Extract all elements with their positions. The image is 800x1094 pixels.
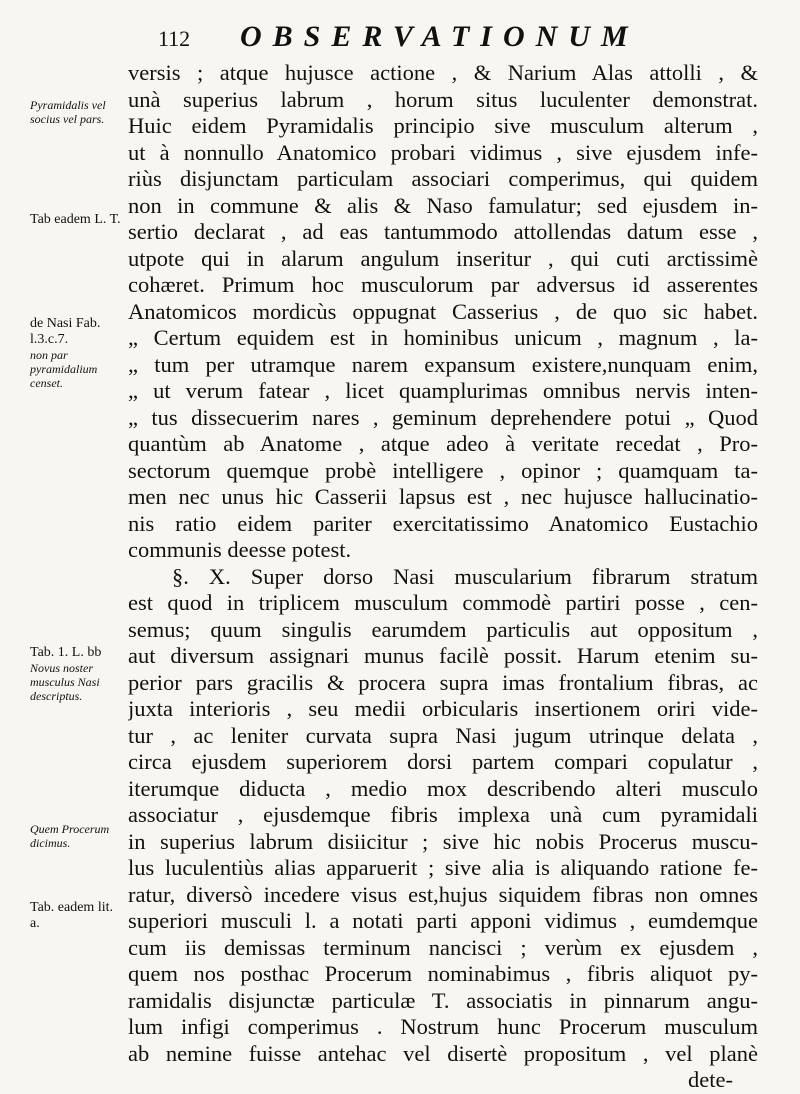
margin-note-ref: de Nasi Fab. l.3.c.7. bbox=[30, 316, 101, 347]
text-line: „ tus dissecuerim nares , geminum deprehendere potui „ Quod bbox=[128, 404, 758, 430]
text-line: lum infigi comperimus . Nostrum hunc Procerum musculum bbox=[128, 1014, 758, 1039]
text-line: tur , ac leniter curvata supra Nasi jugum utrinque delata , bbox=[128, 722, 758, 748]
margin-note-pyramidalis bbox=[30, 98, 126, 126]
text-line: semus; quum singulis earumdem particulis aut oppositum , bbox=[128, 616, 758, 642]
margin-note-ref: Tab eadem L. T. bbox=[30, 212, 121, 227]
text-line: sertio declarat , ad eas tantummodo attollendas datum esse , bbox=[128, 219, 758, 244]
text-line: est quod in triplicem musculum commodè partiri posse , cen- bbox=[128, 590, 758, 615]
text-line: „ ut verum fatear , licet quamplurimas omnibus nervis inten- bbox=[128, 378, 758, 403]
text-line: non in commune & alis & Naso famulatur; sed ejusdem in- bbox=[128, 192, 758, 218]
text-line: ramidalis disjunctæ particulæ T. associatis in pinnarum angu- bbox=[128, 987, 758, 1013]
margin-note-ref: Tab. 1. L. bb bbox=[30, 645, 102, 660]
margin-note-text: Pyramidalis vel socius vel pars. bbox=[30, 98, 106, 126]
text-line: utpote qui in alarum angulum inseritur , qui cuti arctissimè bbox=[128, 245, 758, 271]
text-line: men nec unus hic Casserii lapsus est , nec hujusce hallucinatio- bbox=[128, 484, 758, 509]
text-line: cum iis demissas terminum nancisci ; verùm ex ejusdem , bbox=[128, 934, 758, 960]
margin-note-text: Novus noster musculus Nasi descriptus. bbox=[30, 661, 100, 703]
text-line: aut diversum assignari munus facilè possit. Harum etenim su- bbox=[128, 643, 758, 668]
text-line: „ tum per utramque narem expansum existere,nunquam enim, bbox=[128, 351, 758, 377]
text-line: in superius labrum disiicitur ; sive hic nobis Procerus muscu- bbox=[128, 828, 758, 854]
text-line: ab nemine fuisse antehac vel disertè propositum , vel planè bbox=[128, 1040, 758, 1066]
text-line: quantùm ab Anatome , atque adeo à veritate recedat , Pro- bbox=[128, 431, 758, 456]
text-line: ratur, diversò incedere visus est,hujus siquidem fibras non omnes bbox=[128, 881, 758, 907]
text-line: circa ejusdem superiorem dorsi partem compari copulatur , bbox=[128, 749, 758, 774]
text-line: juxta interioris , seu medii orbicularis insertionem oriri vide- bbox=[128, 696, 758, 721]
text-line: cohæret. Primum hoc musculorum par adversus id asserentes bbox=[128, 272, 758, 297]
margin-note-tab-eadem bbox=[30, 212, 126, 228]
text-line: unà superius labrum , horum situs luculenter demonstrat. bbox=[128, 86, 758, 112]
text-line: communis deesse potest. bbox=[128, 537, 352, 562]
page-header bbox=[0, 14, 800, 54]
catchword: dete- bbox=[688, 1067, 733, 1092]
page-number: 112 bbox=[158, 26, 191, 51]
text-line: versis ; atque hujusce actione , & Narium Alas attolli , & bbox=[128, 60, 758, 85]
margin-note-text: Quem Procerum dicimus. bbox=[30, 822, 110, 850]
text-line: lus luculentiùs alias apparuerit ; sive alia is aliquando ratione fe- bbox=[128, 855, 758, 880]
margin-note-ref: Tab. eadem lit. a. bbox=[30, 900, 113, 931]
text-line: riùs disjunctam particulam associari comperimus, qui quidem bbox=[128, 166, 758, 191]
text-line: nis ratio eidem pariter exercitatissimo Anatomico Eustachio bbox=[128, 510, 758, 536]
margin-note-tab-eadem-lit-a bbox=[30, 900, 126, 932]
margin-note-procerum bbox=[30, 822, 126, 850]
margin-note-de-nasi-fab bbox=[30, 316, 126, 390]
margin-note-text: non par pyramidalium censet. bbox=[30, 348, 98, 390]
text-line: Anatomicos mordicùs oppugnat Casserius , de quo sic habet. bbox=[128, 298, 758, 324]
margin-note-tab-1 bbox=[30, 645, 126, 703]
text-line: „ Certum equidem est in hominibus unicum , magnum , la- bbox=[128, 325, 758, 350]
text-line: quem nos posthac Procerum nominabimus , fibris aliquot py- bbox=[128, 961, 758, 986]
text-line: sectorum quemque probè intelligere , opinor ; quamquam ta- bbox=[128, 457, 758, 483]
text-line: iterumque diducta , medio mox describendo alteri musculo bbox=[128, 775, 758, 801]
section-heading-line: §. X. Super dorso Nasi muscularium fibrarum stratum bbox=[172, 563, 758, 589]
text-line: perior pars gracilis & procera supra imas frontalium fibras, ac bbox=[128, 669, 758, 695]
text-line: associatur , ejusdemque fibris implexa unà cum pyramidali bbox=[128, 802, 758, 827]
running-title: OBSERVATIONUM bbox=[240, 20, 639, 53]
body-text bbox=[128, 60, 758, 1094]
text-line: Huic eidem Pyramidalis principio sive musculum alterum , bbox=[128, 113, 758, 138]
text-line: ut à nonnullo Anatomico probari vidimus , sive ejusdem infe- bbox=[128, 139, 758, 165]
text-line: superiori musculi l. a notati parti apponi vidimus , eumdemque bbox=[128, 908, 758, 933]
